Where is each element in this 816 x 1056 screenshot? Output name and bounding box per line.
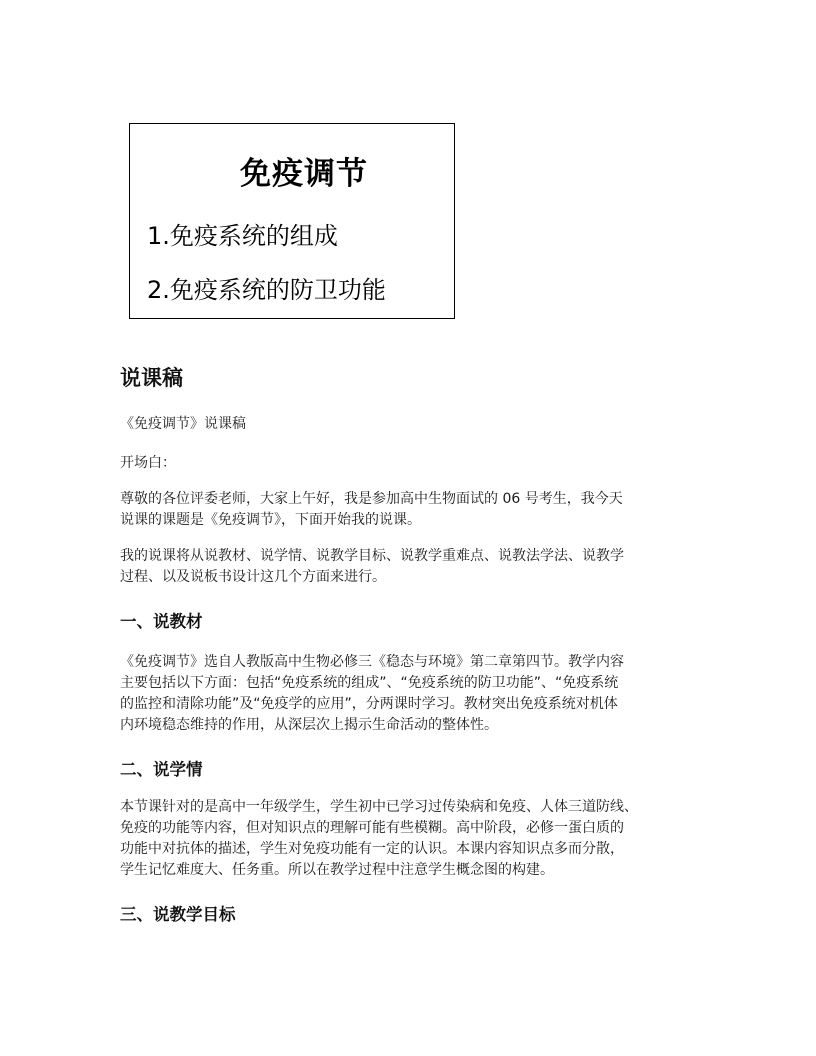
- slide-image: [129, 123, 455, 319]
- slide-item-defense: 2.免疫系统的防卫功能: [147, 276, 386, 304]
- slide-title: 免疫调节: [240, 156, 368, 192]
- paragraph-line: 的监控和清除功能”及“免疫学的应用”，分两课时学习。教材突出免疫系统对机体: [120, 696, 618, 712]
- paragraph-line: 功能中对抗体的描述，学生对免疫功能有一定的认识。本课内容知识点多而分散，: [120, 841, 624, 857]
- paragraph-line: 《免疫调节》选自人教版高中生物必修三《稳态与环境》第二章第四节。教学内容: [120, 654, 624, 670]
- section-textbook-paragraph: [120, 652, 710, 736]
- outline-line: 过程、以及说板书设计这几个方面来进行。: [120, 569, 386, 585]
- document-heading: 说课稿: [120, 366, 183, 390]
- outline-paragraph: [120, 546, 710, 588]
- paragraph-line: 本节课针对的是高中一年级学生，学生初中已学习过传染病和免疫、人体三道防线、: [120, 799, 638, 815]
- outline-line: 我的说课将从说教材、说学情、说教学目标、说教学重难点、说教法学法、说教学: [120, 548, 624, 564]
- section-heading-objectives: 三、说教学目标: [120, 905, 236, 924]
- subtitle-paragraph: [120, 414, 710, 435]
- intro-line: 说课的课题是《免疫调节》，下面开始我的说课。: [120, 512, 421, 528]
- section-heading-textbook: 一、说教材: [120, 612, 203, 631]
- paragraph-line: 学生记忆难度大、任务重。所以在教学过程中注意学生概念图的构建。: [120, 862, 554, 878]
- paragraph-line: 免疫的功能等内容，但对知识点的理解可能有些模糊。高中阶段，必修一蛋白质的: [120, 820, 624, 836]
- slide-item-composition: 1.免疫系统的组成: [147, 222, 338, 250]
- opening-line: 开场白：: [120, 455, 176, 471]
- paragraph-line: 内环境稳态维持的作用，从深层次上揭示生命活动的整体性。: [120, 717, 498, 733]
- opening-paragraph: [120, 453, 710, 474]
- subtitle-line: 《免疫调节》说课稿: [120, 416, 246, 432]
- section-students-paragraph: [120, 797, 710, 881]
- intro-paragraph: [120, 489, 710, 531]
- intro-line: 尊敬的各位评委老师，大家上午好，我是参加高中生物面试的 06 号考生，我今天: [120, 491, 623, 507]
- paragraph-line: 主要包括以下方面：包括“免疫系统的组成”、“免疫系统的防卫功能”、“免疫系统: [120, 675, 619, 691]
- section-heading-students: 二、说学情: [120, 760, 203, 779]
